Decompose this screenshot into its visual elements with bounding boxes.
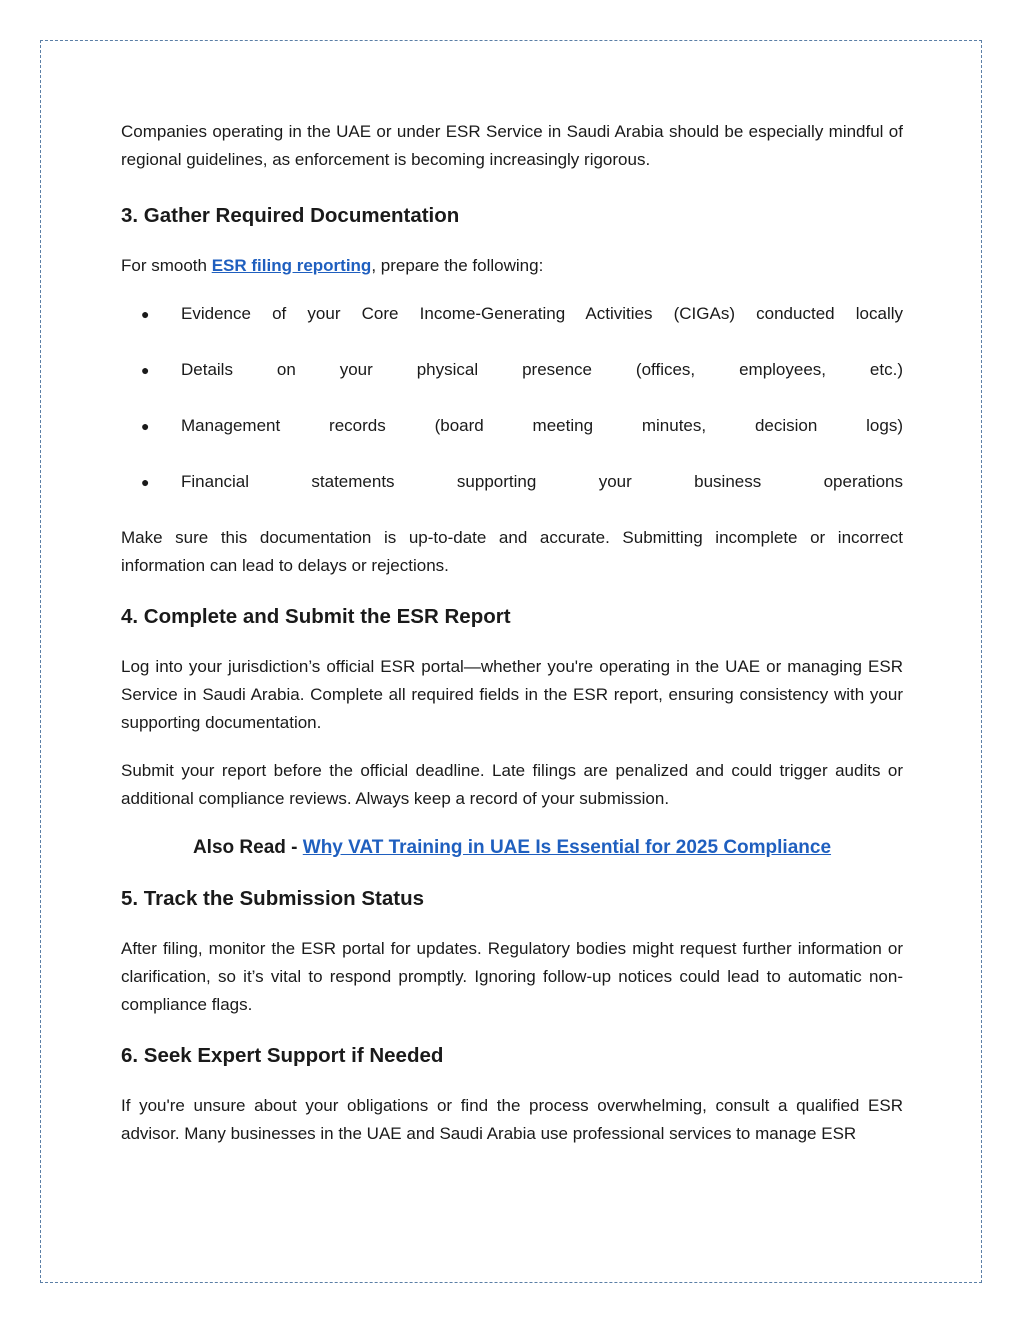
vat-training-article-link[interactable]: Why VAT Training in UAE Is Essential for 2025 Compliance	[302, 837, 832, 858]
bullet-icon: ●	[141, 362, 150, 378]
section-4-paragraph-2: Submit your report before the official deadline. Late filings are penalized and could trigger audits or additional compliance reviews. Always keep a record of your submission.	[121, 761, 903, 808]
list-item: ● Management records (board meeting minutes, decision logs)	[121, 412, 903, 440]
section-6-paragraph: If you're unsure about your obligations or find the process overwhelming, consult a qualified ESR advisor. Many businesses in the UAE and Saudi Arabia use professional services to manage ESR	[121, 1096, 903, 1143]
list-item: ● Evidence of your Core Income-Generating Activities (CIGAs) conducted locally	[121, 300, 903, 328]
documentation-list	[121, 300, 903, 496]
intro-paragraph: Companies operating in the UAE or under ESR Service in Saudi Arabia should be especially mindful of regional guidelines, as enforcement is becoming increasingly rigorous.	[121, 122, 903, 169]
section-6-heading: 6. Seek Expert Support if Needed	[121, 1044, 444, 1067]
bullet-icon: ●	[141, 418, 150, 434]
section-5-paragraph: After filing, monitor the ESR portal for updates. Regulatory bodies might request further information or clarification, so it’s vital to respond promptly. Ignoring follow-up notices could lead to automatic non-compliance flags.	[121, 939, 903, 1014]
bullet-icon: ●	[141, 306, 150, 322]
section-4-paragraph-1: Log into your jurisdiction’s official ESR portal—whether you're operating in the UAE or managing ESR Service in Saudi Arabia. Complete all required fields in the ESR report, ensuring consistency with your supporting documentation.	[121, 657, 903, 732]
bullet-icon: ●	[141, 474, 150, 490]
section-3-closing-paragraph: Make sure this documentation is up-to-date and accurate. Submitting incomplete or incorrect information can lead to delays or rejections.	[121, 528, 903, 575]
section-3-heading: 3. Gather Required Documentation	[121, 204, 460, 227]
section-3-lead	[121, 252, 903, 280]
lead-suffix: , prepare the following:	[371, 256, 544, 275]
section-4-heading: 4. Complete and Submit the ESR Report	[121, 605, 511, 628]
esr-filing-reporting-link[interactable]: ESR filing reporting	[211, 256, 372, 275]
section-5-heading: 5. Track the Submission Status	[121, 887, 425, 910]
also-read-line	[121, 834, 903, 862]
document-body	[121, 118, 903, 1148]
list-item: ● Financial statements supporting your business operations	[121, 468, 903, 496]
lead-prefix: For smooth	[121, 256, 212, 275]
also-read-prefix: Also Read -	[192, 837, 303, 858]
list-item: ● Details on your physical presence (offices, employees, etc.)	[121, 356, 903, 384]
